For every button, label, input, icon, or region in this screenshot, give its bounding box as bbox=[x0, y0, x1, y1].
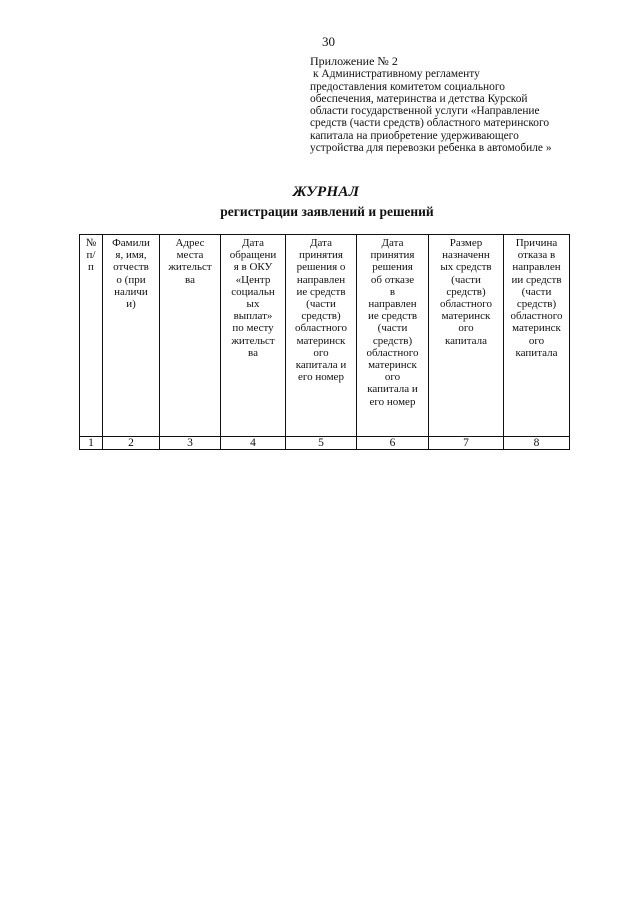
column-number-8: 8 bbox=[504, 437, 570, 450]
column-header-text: средств) bbox=[372, 334, 413, 347]
column-header-text: материнск bbox=[441, 310, 491, 323]
column-header-text: капитала bbox=[445, 334, 487, 347]
column-header-text: областного bbox=[294, 322, 347, 335]
column-header-text: капитала bbox=[515, 346, 558, 359]
column-number-5: 5 bbox=[286, 437, 357, 450]
column-header-text: места bbox=[176, 249, 204, 262]
column-header-text: средств) bbox=[301, 310, 341, 323]
column-header-text: я, имя, bbox=[115, 249, 147, 262]
column-header-text: капитала и bbox=[295, 359, 347, 372]
column-header-text: я в ОКУ bbox=[233, 261, 273, 274]
column-header-text: отчеств bbox=[113, 261, 149, 274]
column-header-text: отказа в bbox=[517, 249, 556, 262]
column-header-text: материнск bbox=[296, 334, 346, 347]
column-header-7 bbox=[429, 235, 504, 437]
column-header-text: № bbox=[85, 237, 97, 249]
column-header-text: (части bbox=[306, 298, 336, 311]
column-header-text: ых bbox=[246, 298, 260, 311]
table-number-row bbox=[80, 437, 570, 450]
column-header-text: принятия bbox=[370, 249, 415, 262]
column-header-text: направлен bbox=[296, 273, 346, 286]
table-header-row bbox=[80, 235, 570, 437]
column-header-text: обращени bbox=[229, 249, 277, 262]
column-header-text: ого bbox=[458, 322, 474, 335]
column-header-text: ых средств bbox=[440, 261, 492, 274]
column-header-text: Дата bbox=[381, 237, 404, 249]
column-header-text: областного bbox=[510, 310, 563, 323]
column-header-text: Причина bbox=[515, 237, 558, 249]
column-header-text: материнск bbox=[512, 322, 561, 335]
column-header-text: ва bbox=[185, 273, 195, 286]
column-header-text: (части bbox=[451, 273, 481, 286]
column-header-text: средств) bbox=[516, 298, 557, 311]
column-header-text: выплат» bbox=[233, 310, 273, 323]
column-header-text: его номер bbox=[369, 395, 416, 408]
column-header-text: ого bbox=[313, 346, 329, 359]
appendix-line: устройства для перевозки ребенка в автомобиле » bbox=[310, 142, 552, 155]
appendix-title: Приложение № 2 bbox=[310, 54, 398, 68]
column-header-text: п/ bbox=[86, 249, 96, 262]
column-number-1: 1 bbox=[80, 437, 103, 450]
column-header-text: направлен bbox=[512, 261, 561, 274]
appendix-line: средств (части средств) областного материнского bbox=[310, 117, 550, 130]
column-number-2: 2 bbox=[103, 437, 160, 450]
column-header-2 bbox=[103, 235, 160, 437]
column-number-4: 4 bbox=[221, 437, 286, 450]
column-header-6 bbox=[357, 235, 429, 437]
appendix-line: предоставления комитетом социального bbox=[310, 80, 505, 93]
column-header-text: по месту bbox=[232, 322, 274, 335]
column-header-text: назначенн bbox=[442, 249, 490, 262]
column-header-text: его номер bbox=[298, 371, 344, 384]
column-header-4 bbox=[221, 235, 286, 437]
journal-subtitle: регистрации заявлений и решений bbox=[220, 204, 434, 219]
column-header-text: ии средств bbox=[511, 273, 562, 286]
column-header-3 bbox=[160, 235, 221, 437]
appendix-line: обеспечения, материнства и детства Курской bbox=[310, 92, 528, 105]
column-header-text: средств) bbox=[446, 285, 486, 298]
column-header-text: об отказе bbox=[370, 273, 415, 286]
column-header-text: областного bbox=[366, 346, 419, 359]
page-number: 30 bbox=[322, 34, 335, 49]
column-header-text: наличи bbox=[114, 285, 148, 298]
column-header-text: в bbox=[389, 285, 396, 298]
column-header-text: Фамили bbox=[112, 237, 150, 249]
appendix-block bbox=[310, 55, 600, 154]
column-header-text: материнск bbox=[368, 359, 417, 372]
column-header-text: жительст bbox=[231, 334, 275, 347]
column-header-text: ие средств bbox=[367, 310, 418, 323]
column-header-text: социальн bbox=[231, 285, 275, 298]
appendix-line: капитала на приобретение удерживающего bbox=[310, 129, 519, 142]
column-header-text: о (при bbox=[116, 273, 146, 286]
column-header-text: решения о bbox=[296, 261, 346, 274]
column-header-text: направлен bbox=[368, 298, 417, 311]
column-number-6: 6 bbox=[357, 437, 429, 450]
column-header-text: принятия bbox=[299, 249, 343, 262]
column-header-text: п bbox=[88, 261, 94, 274]
column-header-8 bbox=[504, 235, 570, 437]
column-header-text: жительст bbox=[168, 261, 212, 274]
column-header-text: «Центр bbox=[235, 273, 271, 286]
column-number-7: 7 bbox=[429, 437, 504, 450]
journal-title: ЖУРНАЛ bbox=[292, 184, 360, 200]
appendix-line: к Административному регламенту bbox=[313, 68, 480, 81]
column-header-text: Размер bbox=[449, 237, 483, 249]
column-number-3: 3 bbox=[160, 437, 221, 450]
column-header-text: (части bbox=[521, 285, 552, 298]
appendix-line: области государственной услуги «Направление bbox=[310, 105, 540, 118]
column-header-text: ого bbox=[528, 334, 545, 347]
column-header-text: решения bbox=[372, 261, 413, 274]
column-header-text: и) bbox=[126, 298, 136, 311]
column-header-text: (части bbox=[377, 322, 408, 335]
column-header-text: ва bbox=[248, 346, 258, 359]
column-header-text: Дата bbox=[310, 237, 332, 249]
column-header-text: ого bbox=[384, 371, 401, 384]
column-header-text: Адрес bbox=[175, 237, 205, 249]
journal-table bbox=[79, 234, 570, 450]
column-header-text: областного bbox=[439, 298, 492, 311]
column-header-text: ие средств bbox=[296, 285, 346, 298]
column-header-5 bbox=[286, 235, 357, 437]
column-header-text: капитала и bbox=[367, 383, 418, 396]
column-header-1 bbox=[80, 235, 103, 437]
column-header-text: Дата bbox=[242, 237, 264, 249]
